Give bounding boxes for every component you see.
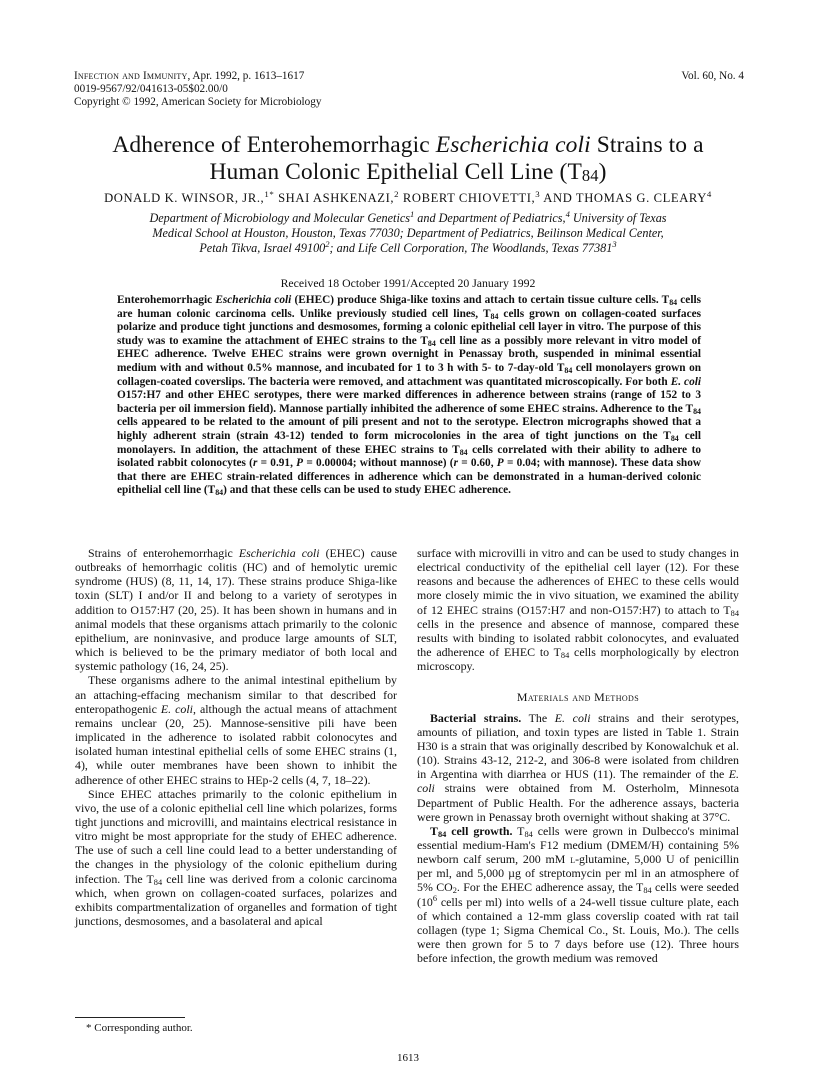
abstract: Enterohemorrhagic Escherichia coli (EHEC) produce Shiga-like toxins and attach to certain tissue culture cells. $T_{84}$ cells are human colonic carcinoma cells. Unlike previously studied cell lines, $T_{84}$ cells grown on collagen-coated surfaces polarize and produce tight junctions and desmosomes, forming a colonic epithelial cell layer in vitro. The purpose of this study was to examine the attachment of EHEC strains to the $T_{84}$ cell line as a possibly more relevant in vitro model of EHEC adherence. Twelve EHEC strains were grown overnight in Penassay broth, suspended in minimal essential medium with and without 0.5% mannose, and incubated for 1 to 3 h with 5- to 7-day-old $T_{84}$ cell monolayers grown on collagen-coated coverslips. The bacteria were removed, and attachment was quantitated microscopically. For both E. coli O157:H7 and other EHEC serotypes, there were marked differences in adherence between strains (range of 152 to 3 bacteria per oil immersion field). Mannose partially inhibited the adherence of some EHEC strains. Adherence to the $T_{84}$ cells appeared to be related to the amount of pili present and not to the serotype. Electron micrographs showed that a highly adherent strain (strain 43-12) tended to form microcolonies in the area of tight junctions on the $T_{84}$ cell monolayers. In addition, the attachment of these EHEC strains to $T_{84}$ cells correlated with their ability to adhere to isolated rabbit colonocytes (r = 0.91, P = 0.00004; without mannose) (r = 0.60, P = 0.04; with mannose). These data show that there are EHEC strain-related differences in adherence which can be demonstrated in a human-derived colonic epithelial cell line $(T_{84})$ and that these cells can be used to study EHEC adherence. — [117, 294, 702, 498]
volume-label: Vol. 60, No. 4 — [681, 70, 744, 82]
journal-name: Infection and Immunity — [74, 70, 188, 82]
author-list: DONALD K. WINSOR, JR.,$^{1*}$ SHAI ASHKENAZI,$^2$ ROBERT CHIOVETTI,$^3$ AND THOMAS G. CLEARY$^4$ — [104, 188, 712, 205]
journal-header — [74, 70, 321, 109]
received-dates: Received 18 October 1991/Accepted 20 January 1992 — [280, 276, 536, 290]
issn-line: 0019-9567/92/041613-05$02.00/0 — [74, 83, 228, 95]
run-in-heading: Bacterial strains. — [430, 710, 522, 725]
page-number: 1613 — [397, 1052, 419, 1064]
title-line-2: Human Colonic Epithelial Cell Line $(T_{84})$ — [209, 159, 607, 185]
intro-paragraph-1: Strains of enterohemorrhagic Escherichia coli (EHEC) cause outbreaks of hemorrhagic colitis (HC) and of hemolytic uremic syndrome (HUS) (8, 11, 14, 17). These strains produce Shiga-like toxin (SLT) I and/or II and belong to a variety of serotypes in addition to O157:H7 (20, 25). It has been shown in humans and in animal models that these organisms attach primarily to the colonic epithelium, are noninvasive, and produce large amounts of SLT, which is believed to be the primary mediator of both local and systemic pathology (16, 24, 25). — [75, 546, 397, 674]
affiliation-line-3: Petah Tikva, Israel 49100$^2$; and Life Cell Corporation, The Woodlands, Texas 77381$^3$ — [199, 238, 617, 255]
run-in-heading: $T_{84}$ cell growth. — [430, 823, 513, 839]
bacterial-strains-paragraph: Bacterial strains. The E. coli strains and their serotypes, amounts of piliation, and toxin types are listed in Table 1. Strain H30 is a strain that was originally described by Konowalchuk et al. (10). Strains 43-12, 212-2, and 306-8 were isolated from children in Argentina with diarrhea or HUS (11). The remainder of the E. coli strains were obtained from M. Osterholm, Minnesota Department of Public Health. For the adherence assays, bacteria were grown in Penassay broth overnight without shaking at 37°C. — [417, 710, 739, 824]
article-title — [60, 132, 756, 186]
body-column-left — [75, 546, 397, 928]
intro-paragraph-continued: surface with microvilli in vitro and can be used to study changes in electrical conductivity of the epithelial cell layer (12). For these reasons and because the adherences of EHEC to these cells would more closely mimic the in vivo situation, we examined the ability of 12 EHEC strains (O157:H7 and non-O157:H7) to attach to $T_{84}$ cells in the presence and absence of mannose, compared these results with binding to isolated rabbit colonocytes, and evaluated the adherence of EHEC to $T_{84}$ cells morphologically by electron microscopy. — [417, 546, 739, 674]
body-column-right — [417, 546, 739, 965]
journal-citation — [74, 70, 321, 83]
footnote-divider — [75, 1017, 185, 1018]
footnote: * Corresponding author. — [86, 1022, 193, 1034]
cell-growth-paragraph: $T_{84}$ cell growth. $T_{84}$ cells were grown in Dulbecco's minimal essential medium-Ham's F12 medium (DMEM/H) containing 5% newborn calf serum, 200 mM l-glutamine, 5,000 U of penicillin per ml, and 5,000 µg of streptomycin per ml in an atmosphere of 5% $CO_2$. For the EHEC adherence assay, the $T_{84}$ cells were seeded ($10^6$ cells per ml) into wells of a 24-well tissue culture plate, each of which contained a 12-mm glass coverslip coated with rat tail collagen (type 1; Sigma Chemical Co., St. Louis, Mo.). The cells were then grown for 5 to 7 days before use (12). Three hours before infection, the growth medium was removed — [417, 823, 739, 966]
title-line-1: Adherence of Enterohemorrhagic Escherichia coli Strains to a — [112, 132, 704, 158]
affiliations — [108, 208, 708, 256]
section-heading-materials-methods: Materials and Methods — [516, 690, 640, 705]
affiliation-line-2: Medical School at Houston, Houston, Texas 77030; Department of Pediatrics, Beilinson Medical Center, — [152, 226, 664, 240]
affiliation-line-1: Department of Microbiology and Molecular Genetics$^1$ and Department of Pediatrics,$^4$ University of Texas — [149, 208, 667, 225]
intro-paragraph-2: These organisms adhere to the animal intestinal epithelium by an attaching-effacing mechanism similar to that described for enteropathogenic E. coli, although the actual means of attachment remains unclear (20, 25). Mannose-sensitive pili have been implicated in the adherence to isolated rabbit colonocytes and isolated human intestinal epithelial cells of some EHEC strains (1, 4), while outer membranes have been shown to inhibit the adherence of other EHEC strains to HEp-2 cells (4, 7, 18–22). — [75, 673, 397, 787]
citation-detail: , Apr. 1992, p. 1613–1617 — [187, 70, 305, 82]
copyright-line: Copyright © 1992, American Society for Microbiology — [74, 96, 322, 108]
intro-paragraph-3: Since EHEC attaches primarily to the colonic epithelium in vivo, the use of a colonic epithelial cell line which polarizes, forms tight junctions and microvilli, and maintains electrical resistance in vitro might be most appropriate for the study of EHEC adherence. The use of such a cell line could lead to a better understanding of the changes in the physiology of the colonic epithelium during infection. The $T_{84}$ cell line was derived from a colonic carcinoma which, when grown on collagen-coated surfaces, polarizes and exhibits compartmentalization of organelles and formation of tight junctions, desmosomes, and a basolateral and apical — [75, 786, 398, 929]
